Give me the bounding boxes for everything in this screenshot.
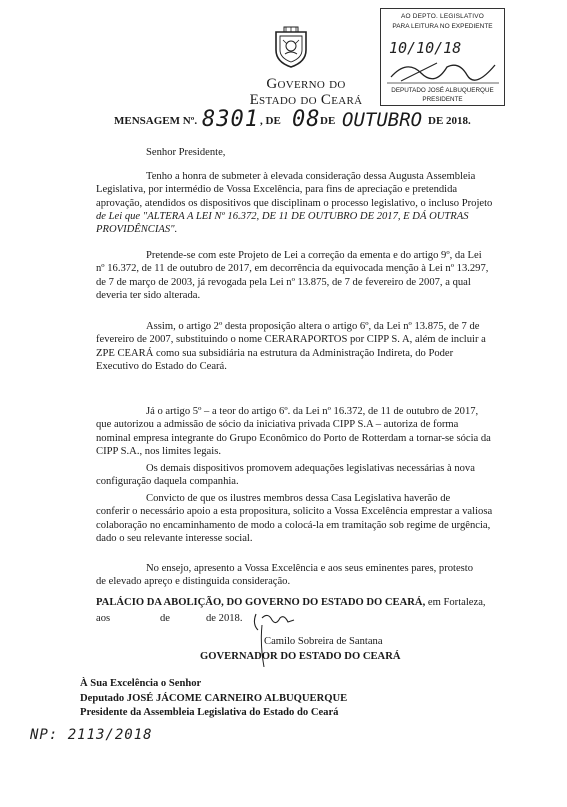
stamp-line-2: PARA LEITURA NO EXPEDIENTE	[392, 23, 493, 30]
paragraph-7	[96, 562, 492, 589]
p1-line: aprovação, atendidos os dispositivos que disciplinam o processo legislativo, o incluso Projeto	[96, 197, 493, 209]
p5-line: configuração daquela companhia.	[96, 476, 239, 488]
mensagem-de-2: DE	[320, 115, 336, 127]
stamp-line-3: DEPUTADO JOSÉ ALBUQUERQUE	[391, 87, 494, 94]
palace-name: PALÁCIO DA ABOLIÇÃO, DO GOVERNO DO ESTADO DO CEARÁ,	[96, 597, 426, 608]
p2-line: de 7 de março de 2003, já revogada pela Lei nº 13.875, de 7 de fevereiro de 2007, a qual	[96, 276, 471, 288]
mensagem-day: 08	[292, 107, 321, 132]
stamp-date: 10/10/18	[389, 39, 462, 57]
p2-line: nº 16.372, de 11 de outubro de 2017, em decorrência da equivocada menção à Lei nº 13.297,	[96, 263, 489, 275]
paragraph-6	[96, 492, 492, 545]
paragraph-5	[96, 462, 492, 489]
p6-line: colaboração no encaminhamento de modo a colocá-la em tramitação sob regime de urgência,	[96, 519, 491, 531]
p4-line: nominal empresa integrante do Grupo Econômico do Porto de Rotterdam a tornar-se sócia da	[96, 432, 491, 444]
stamp-line-4: PRESIDENTE	[422, 96, 463, 103]
signer-name: Camilo Sobreira de Santana	[264, 636, 383, 647]
coat-of-arms-icon	[274, 26, 308, 68]
closing-de: de	[160, 613, 170, 624]
p2-line: deveria ter sido alterada.	[96, 289, 201, 301]
p6-line: conferir o necessário apoio a esta propositura, solicito a Vossa Excelência emprestar a valiosa	[96, 506, 493, 518]
p5-line: Os demais dispositivos promovem adequações legislativas necessárias à nova	[146, 463, 475, 474]
mensagem-de-1: , DE	[260, 115, 281, 127]
paragraph-3	[96, 320, 492, 373]
header-governo: Governo do	[266, 76, 346, 92]
p6-line: dado o seu relevante interesse social.	[96, 532, 253, 544]
stamp-signature	[387, 55, 499, 85]
p4-line: Já o artigo 5º – a teor do artigo 6º. da Lei nº 16.372, de 11 de outubro de 2017,	[146, 406, 479, 417]
p4-line: CIPP S.A., nos limites legais.	[96, 445, 221, 457]
addressee-block	[80, 677, 347, 721]
closing-aos: aos	[96, 613, 111, 624]
p1-line: Tenho a honra de submeter à elevada consideração dessa Augusta Assembleia	[146, 171, 476, 182]
addressee-line-3: Presidente da Assembleia Legislativa do Estado do Ceará	[80, 707, 339, 718]
p1-line: de Lei que "ALTERA A LEI Nº 16.372, DE 11 DE OUTUBRO DE 2017, E DÁ OUTRAS	[96, 210, 469, 222]
p7-line: No ensejo, apresento a Vossa Excelência e aos seus eminentes pares, protesto	[146, 563, 474, 574]
mensagem-number: 8301	[202, 107, 259, 132]
np-stamp: NP: 2113/2018	[30, 727, 153, 743]
p1-line: PROVIDÊNCIAS".	[96, 224, 178, 236]
mensagem-line	[114, 107, 494, 141]
p7-line: de elevado apreço e distinguida consideração.	[96, 576, 291, 588]
salutation: Senhor Presidente,	[146, 147, 226, 158]
addressee-line-1: À Sua Excelência o Senhor	[80, 678, 202, 689]
p4-line: que autorizou a admissão de sócio da iniciativa privada CIPP S.A – autoriza de forma	[96, 419, 459, 431]
mensagem-year: DE 2018.	[428, 115, 471, 127]
paragraph-2	[96, 249, 492, 302]
header-estado: Estado do Ceará	[249, 92, 363, 108]
p2-line: Pretende-se com este Projeto de Lei a correção da ementa e do artigo 9º, da Lei	[146, 250, 482, 261]
paragraph-4	[96, 405, 492, 458]
addressee-line-2: Deputado JOSÉ JÁCOME CARNEIRO ALBUQUERQUE	[80, 692, 348, 704]
palace-city: em Fortaleza,	[427, 597, 486, 608]
p3-line: Assim, o artigo 2º desta proposição altera o artigo 6º, da Lei nº 13.875, de 7 de	[146, 321, 480, 332]
reception-stamp	[380, 8, 505, 106]
stamp-line-1: AO DEPTO. LEGISLATIVO	[400, 13, 485, 20]
government-header	[246, 76, 366, 108]
p1-line: Legislativa, por intermédio de Vossa Excelência, para fins de apreciação e pretendida	[96, 184, 458, 196]
signer-title: GOVERNADOR DO ESTADO DO CEARÁ	[200, 651, 401, 662]
p3-line: Executivo do Estado do Ceará.	[96, 360, 227, 372]
p3-line: fevereiro de 2007, substituindo o nome CERARAPORTOS por CIPP S. A, além de incluir a	[96, 334, 486, 346]
paragraph-1	[96, 170, 492, 236]
mensagem-month: OUTUBRO	[342, 109, 423, 131]
p3-line: ZPE CEARÁ como sua subsidiária na estrutura da Administração Indireta, do Poder	[96, 347, 454, 359]
closing-palace	[96, 597, 486, 608]
p6-line: Convicto de que os ilustres membros dessa Casa Legislativa haverão de	[146, 493, 451, 504]
closing-year: de 2018.	[206, 613, 243, 624]
mensagem-label: MENSAGEM Nº.	[114, 115, 198, 127]
